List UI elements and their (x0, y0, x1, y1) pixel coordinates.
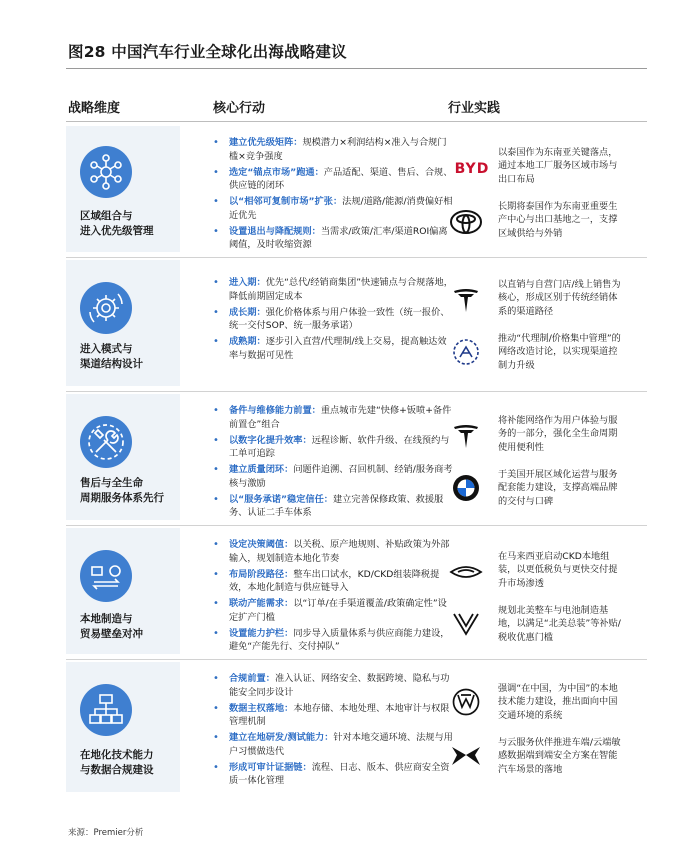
practice-text: 强调“在中国，为中国”的本地技术能力建设，推出面向中国交通环境的系统 (498, 683, 618, 721)
practice-text: 与云服务伙伴推进车端/云端敏感数据端到端安全方案在智能汽车场景的落地 (498, 737, 621, 775)
action-list (213, 404, 453, 522)
action-item: • 以“服务承诺”稳定信任：建立完善保修政策、救援服务、认证二手车体系 (213, 493, 453, 520)
practice-text: 长期将泰国作为东南亚重要生产中心与出口基地之一，支撑区域供给与外销 (498, 201, 618, 239)
strategy-row-2 (66, 258, 647, 388)
dimension-label: 在地化技术能力 与数据合规建设 (80, 749, 154, 776)
source-note: 来源：Premier分析 (68, 828, 144, 838)
action-item: • 设置退出与降配规则：当需求/政策/汇率/渠道ROI偏离阈值，及时收缩资源 (213, 225, 453, 252)
strategy-row-3 (66, 392, 647, 522)
dimension-label: 进入模式与 渠道结构设计 (80, 343, 143, 370)
practice-text: 将补能网络作为用户体验与服务的一部分，强化全生命周期使用便利性 (498, 415, 618, 453)
action-item: • 备件与维修能力前置：重点城市先建“快修+钣喷+备件前置仓”组合 (213, 404, 453, 431)
action-item: • 进入期：优先“总代/经销商集团”快速铺点与合规落地，降低前期固定成本 (213, 276, 453, 303)
strategy-row-1 (66, 124, 647, 254)
action-list (213, 276, 453, 365)
dimension-cell (66, 394, 180, 520)
header-divider (66, 121, 647, 122)
byd-logo (448, 154, 496, 182)
chery-logo (448, 338, 484, 366)
practice-text: 推动“代理制/价格集中管理”的网络改造讨论，以实现渠道控制力升级 (498, 333, 621, 371)
action-item: • 设定决策阈值：以关税、原产地规则、补贴政策为外部输入，规划制造本地化节奏 (213, 538, 453, 565)
action-item: • 成长期：强化价格体系与用户体验一致性（统一报价、统一交付SOP、统一服务承诺） (213, 306, 453, 333)
action-item: • 布局阶段路径：整车出口试水，KD/CKD组装降税提效，本地化制造与供应链导入 (213, 568, 453, 595)
column-header-actions: 核心行动 (213, 101, 266, 116)
tesla-logo (448, 286, 484, 314)
tesla-logo (448, 422, 484, 450)
figure-title: 图28 中国汽车行业全球化出海战略建议 (68, 43, 347, 61)
action-item: • 合规前置：准入认证、网络安全、数据跨境、隐私与功能安全同步设计 (213, 672, 453, 699)
action-list (213, 136, 453, 254)
practice-text: 规划北美整车与电池制造基地，以满足“北美总装”等补贴/税收优惠门槛 (498, 605, 621, 643)
action-item: • 选定“锚点市场”跑通：产品适配、渠道、售后、合规、供应链的闭环 (213, 166, 453, 193)
dimension-label: 区域组合与 进入优先级管理 (80, 210, 154, 237)
action-item: • 建立质量闭环：问题件追溯、召回机制、经销/服务商考核与激励 (213, 463, 453, 490)
practice-text: 以直销与自营门店/线上销售为核心，形成区别于传统经销体系的渠道路径 (498, 279, 621, 317)
toyota-logo (448, 208, 484, 236)
dimension-label: 本地制造与 贸易壁垒对冲 (80, 613, 143, 640)
dimension-cell (66, 662, 180, 792)
volvo-v-logo (448, 610, 484, 638)
practice-text: 在马来西亚启动CKD本地组装，以更低税负与更快交付提升市场渗透 (498, 551, 618, 589)
vw-logo (448, 688, 484, 716)
action-item: • 建立优先级矩阵：规模潜力×利润结构×准入与合规门槛×竞争强度 (213, 136, 453, 163)
action-item: • 成熟期：逐步引入直营/代理制/线上交易，提高触达效率与数据可见性 (213, 335, 453, 362)
dimension-cell (66, 126, 180, 252)
action-list (213, 538, 453, 656)
column-header-dimension: 战略维度 (68, 101, 121, 116)
xpeng-logo (448, 742, 484, 770)
practice-text: 以泰国作为东南亚关键落点，通过本地工厂服务区域市场与出口布局 (498, 147, 618, 185)
network-hub-icon (80, 146, 132, 198)
trade-exchange-icon (80, 550, 132, 602)
byd-logo-text: BYD (454, 161, 490, 177)
practice-text: 于美国开展区域化运营与服务配套能力建设，支撑高端品牌的交付与口碑 (498, 469, 618, 507)
action-item: • 数据主权落地：本地存储、本地处理、本地审计与权限管理机制 (213, 702, 453, 729)
tools-icon (80, 416, 132, 468)
strategy-row-4 (66, 526, 647, 656)
dimension-cell (66, 528, 180, 654)
action-item: • 建立在地研发/测试能力：针对本地交通环境、法规与用户习惯做迭代 (213, 731, 453, 758)
top-divider (66, 68, 647, 69)
action-item: • 以数字化提升效率：远程诊断、软件升级、在线预约与工单可追踪 (213, 434, 453, 461)
dimension-cell (66, 260, 180, 386)
action-item: • 形成可审计证据链：流程、日志、版本、供应商安全资质一体化管理 (213, 761, 453, 788)
gears-icon (80, 282, 132, 334)
action-item: • 以“相邻可复制市场”扩张：法规/道路/能源/消费偏好相近优先 (213, 195, 453, 222)
column-header-practice: 行业实践 (448, 101, 501, 116)
dimension-label: 售后与全生命 周期服务体系先行 (80, 477, 164, 504)
action-item: • 联动产能需求：以“订单/在手渠道覆盖/政策确定性”设定扩产门槛 (213, 597, 453, 624)
bmw-logo (448, 474, 484, 502)
strategy-row-5 (66, 660, 647, 794)
chery-wing-logo (448, 558, 484, 586)
action-item: • 设置能力护栏：同步导入质量体系与供应商能力建设，避免“产能先行、交付掉队” (213, 627, 453, 654)
data-hierarchy-icon (80, 684, 132, 736)
action-list (213, 672, 453, 790)
